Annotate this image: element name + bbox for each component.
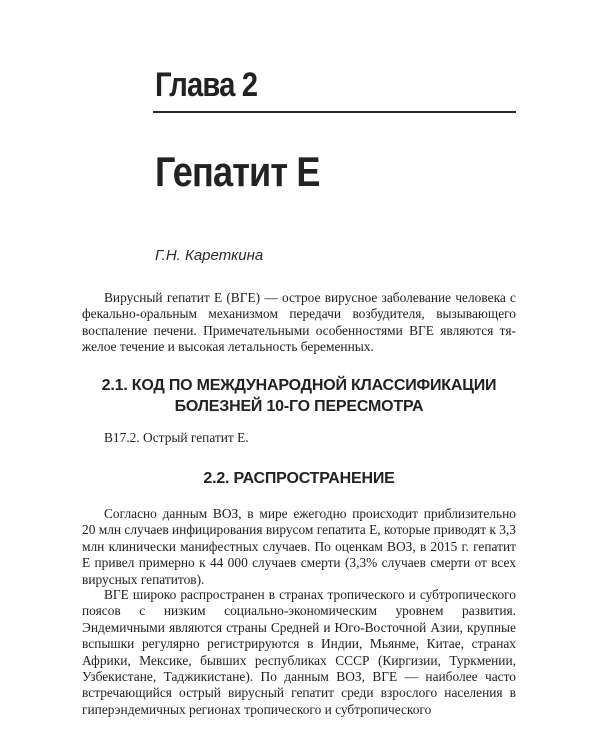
section-2-1-heading-line1: 2.1. КОД ПО МЕЖДУНАРОДНОЙ КЛАССИФИКАЦИИ <box>101 377 497 394</box>
section-2-1-heading <box>82 375 516 417</box>
section-2-2-heading: 2.2. РАСПРОСТРАНЕНИЕ <box>203 470 395 487</box>
icd-code-text: B17.2. Острый гепатит Е. <box>104 430 249 445</box>
spread-paragraph-2: ВГЕ широко распространен в странах тропического и субтропического поясов с низким социально-экономическим уровнем развития. Эндемичными являются страны Средней и Юго-Восточной Азии, крупные вспышки регулярно регистрируются в Индии, Мьянме, Китае, странах Африки, Мексике, бывших республиках СССР (Киргизии, Туркмении, Узбекистане, Таджикистане). По данным ВОЗ, ВГЕ — наиболее часто встречающийся острый вирусный гепатит среди взрослого населения в гиперэндемичных регионах тропического и субтропического <box>82 587 516 717</box>
chapter-label: Глава 2 <box>155 66 258 104</box>
spread-paragraph-1: Согласно данным ВОЗ, в мире ежегодно происходит приблизительно 20 млн случаев инфицирования вирусом гепатита Е, которые приводят к 3,3 млн клинически манифестных случаев. По оценкам ВОЗ, в 2015 г. гепатит Е привел примерно к 44 000 случаев смерти (3,3% случаев смерти от всех вирусных гепатитов). <box>82 506 517 587</box>
chapter-author: Г.Н. Кареткина <box>155 247 264 264</box>
chapter-title: Гепатит Е <box>155 148 320 195</box>
intro-paragraph: Вирусный гепатит Е (ВГЕ) — острое вирусное заболевание человека с фекально-оральным механизмом передачи возбудителя, вызывающего воспаление печени. Примечательными особенностями ВГЕ являются тяжелое течение и высокая летальность беременных. <box>82 290 516 355</box>
section-2-1-heading-line2: БОЛЕЗНЕЙ 10-ГО ПЕРЕСМОТРА <box>174 398 424 415</box>
chapter-rule <box>153 111 516 113</box>
